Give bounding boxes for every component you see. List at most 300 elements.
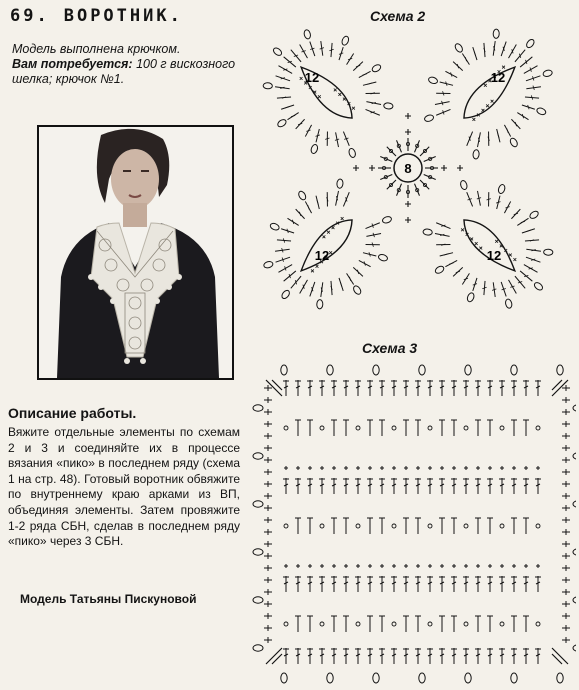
stitch	[475, 518, 481, 534]
side-stitch	[562, 529, 570, 535]
pico	[428, 76, 439, 85]
petal-core	[456, 212, 522, 278]
tall-stitch	[535, 380, 541, 396]
tall-stitch	[463, 648, 469, 664]
connector-cross	[405, 217, 411, 223]
side-stitch	[562, 517, 570, 523]
tall-stitch	[379, 380, 385, 396]
pico	[434, 265, 445, 275]
side-stitch	[264, 481, 272, 487]
stitch	[451, 616, 457, 632]
pico	[253, 405, 263, 411]
chain-stitch	[500, 524, 504, 528]
petal-stitch-bar	[505, 205, 509, 209]
stitch	[307, 420, 313, 436]
pico	[253, 597, 263, 603]
tall-stitch	[283, 648, 289, 664]
stitch	[451, 518, 457, 534]
side-stitch	[264, 421, 272, 427]
schema-3-label: Схема 3	[362, 340, 418, 356]
tall-stitch	[487, 380, 493, 396]
author-credit: Модель Татьяны Пискуновой	[20, 592, 197, 606]
side-stitch	[264, 433, 272, 439]
stitch	[475, 616, 481, 632]
pico	[424, 114, 435, 123]
pico	[544, 249, 553, 255]
sc-cross	[392, 466, 396, 470]
side-stitch	[264, 517, 272, 523]
pico	[269, 222, 280, 231]
tall-stitch	[307, 576, 313, 592]
tall-stitch	[523, 576, 529, 592]
petal	[402, 157, 576, 334]
stitch	[523, 420, 529, 436]
tall-stitch	[487, 648, 493, 664]
petal-stitch-bar	[301, 49, 305, 53]
stitch	[379, 616, 385, 632]
petal-stitch-bar	[510, 285, 514, 289]
side-stitch	[562, 457, 570, 463]
stitch	[295, 518, 301, 534]
tall-stitch	[307, 648, 313, 664]
side-stitch	[562, 421, 570, 427]
tall-stitch	[283, 478, 289, 494]
tall-stitch	[295, 648, 301, 664]
tall-stitch	[295, 576, 301, 592]
petal-stitch-bar	[344, 137, 348, 141]
stitch	[439, 420, 445, 436]
tall-stitch	[499, 478, 505, 494]
chain-stitch	[356, 622, 360, 626]
petal	[252, 22, 414, 181]
sc-cross	[476, 564, 480, 568]
pico	[473, 149, 480, 159]
sc-cross	[296, 466, 300, 470]
pico	[348, 148, 357, 159]
tall-stitch	[295, 478, 301, 494]
chain-stitch	[464, 622, 468, 626]
pico	[497, 184, 506, 195]
pico	[573, 405, 576, 411]
tall-stitch	[415, 648, 421, 664]
work-description: Вяжите отдельные элементы по схемам 2 и 3 и соединяйте их в процессе вязания «пико» в последнем ряду (схема 1 на стр. 48). Готовый воротник обвяжите по внутреннему краю арками из ВП, объединяя элементы. Затем провяжите 1-2 ряда СБН, сделав в последнем ряду «пико» через 3 СБН.	[8, 425, 240, 549]
stitch	[511, 420, 517, 436]
chain-stitch	[536, 524, 540, 528]
sc-cross	[356, 564, 360, 568]
schema-3-stitch-grid	[253, 365, 576, 683]
tall-stitch	[331, 648, 337, 664]
side-stitch	[562, 637, 570, 643]
corner-stitch	[552, 648, 568, 664]
pico	[465, 673, 471, 683]
stitch	[367, 616, 373, 632]
sc-cross	[308, 466, 312, 470]
side-stitch	[264, 637, 272, 643]
stitch	[403, 420, 409, 436]
tall-stitch	[535, 648, 541, 664]
intro-line: Модель выполнена крючком.	[12, 42, 181, 56]
tall-stitch	[403, 380, 409, 396]
tall-stitch	[415, 478, 421, 494]
stitch	[415, 420, 421, 436]
tall-stitch	[319, 648, 325, 664]
petal-stitch-bar	[371, 224, 375, 228]
sc-cross	[380, 564, 384, 568]
center-stitch	[387, 147, 396, 156]
pico	[341, 35, 350, 46]
tall-stitch	[487, 478, 493, 494]
petal-stitch-bar	[468, 197, 472, 201]
schema-3-diagram	[252, 358, 576, 688]
tall-stitch	[523, 478, 529, 494]
tall-stitch	[415, 380, 421, 396]
sc-cross	[464, 564, 468, 568]
pico	[276, 118, 287, 128]
pico	[253, 549, 263, 555]
intro-block	[12, 42, 257, 87]
stitch	[343, 616, 349, 632]
pico	[419, 365, 425, 375]
stitch	[511, 616, 517, 632]
side-stitch	[264, 541, 272, 547]
pattern-number: 69.	[10, 6, 50, 26]
tall-stitch	[391, 576, 397, 592]
pico	[253, 453, 263, 459]
tall-stitch	[427, 478, 433, 494]
petal-core	[293, 59, 359, 125]
tall-stitch	[499, 380, 505, 396]
side-stitch	[264, 397, 272, 403]
petal	[252, 158, 415, 334]
side-stitch	[264, 613, 272, 619]
stitch	[379, 420, 385, 436]
side-stitch	[264, 529, 272, 535]
tall-stitch	[307, 478, 313, 494]
tall-stitch	[451, 380, 457, 396]
chain-stitch	[500, 426, 504, 430]
sc-cross	[536, 564, 540, 568]
pico	[557, 673, 563, 683]
tall-stitch	[463, 478, 469, 494]
tall-stitch	[511, 380, 517, 396]
tall-stitch	[319, 380, 325, 396]
chain-stitch	[536, 426, 540, 430]
chain-stitch	[464, 524, 468, 528]
pico	[281, 365, 287, 375]
tall-stitch	[475, 380, 481, 396]
tall-stitch	[307, 380, 313, 396]
side-stitch	[264, 505, 272, 511]
materials-label: Вам потребуется:	[12, 57, 133, 71]
chain-stitch	[320, 426, 324, 430]
petal	[401, 22, 576, 180]
side-stitch	[264, 577, 272, 583]
tall-stitch	[391, 380, 397, 396]
petal-cross	[310, 268, 316, 274]
tall-stitch	[367, 648, 373, 664]
chain-stitch	[392, 524, 396, 528]
sc-cross	[452, 564, 456, 568]
sc-cross	[332, 564, 336, 568]
side-stitch	[264, 385, 272, 391]
pico	[465, 365, 471, 375]
side-stitch	[264, 589, 272, 595]
side-stitch	[562, 601, 570, 607]
tall-stitch	[475, 576, 481, 592]
stitch	[295, 420, 301, 436]
petal-stitch-bar	[301, 285, 305, 289]
pico	[460, 180, 469, 191]
tall-stitch	[499, 648, 505, 664]
sc-cross	[488, 466, 492, 470]
sc-cross	[368, 564, 372, 568]
side-stitch	[562, 385, 570, 391]
sc-cross	[428, 564, 432, 568]
side-stitch	[562, 397, 570, 403]
stitch	[487, 518, 493, 534]
sc-cross	[452, 466, 456, 470]
sc-cross	[512, 564, 516, 568]
schema-2-petal-number: 12	[314, 248, 330, 263]
model-photo	[37, 125, 234, 380]
pico	[511, 365, 517, 375]
side-stitch	[562, 625, 570, 631]
petal-core	[456, 59, 522, 125]
pico	[509, 137, 519, 148]
materials-line	[12, 57, 257, 87]
side-stitch	[264, 601, 272, 607]
tall-stitch	[439, 380, 445, 396]
stitch	[403, 616, 409, 632]
chain-stitch	[392, 622, 396, 626]
stitch	[343, 518, 349, 534]
tall-stitch	[283, 380, 289, 396]
chain-stitch	[536, 622, 540, 626]
pico	[536, 107, 547, 116]
connector-cross	[457, 165, 463, 171]
stitch	[523, 616, 529, 632]
stitch	[343, 420, 349, 436]
petal-stitch-bar	[283, 266, 287, 270]
tall-stitch	[319, 576, 325, 592]
pico	[573, 549, 576, 555]
pico	[281, 673, 287, 683]
petal-stitch-bar	[449, 261, 453, 265]
tall-stitch	[331, 380, 337, 396]
pico	[525, 38, 535, 49]
pico	[327, 673, 333, 683]
chain-stitch	[320, 524, 324, 528]
tall-stitch	[487, 576, 493, 592]
tall-stitch	[415, 576, 421, 592]
sc-cross	[284, 564, 288, 568]
pico	[336, 179, 343, 189]
side-stitch	[264, 469, 272, 475]
side-stitch	[562, 565, 570, 571]
pico	[263, 261, 273, 269]
pico	[317, 300, 323, 309]
pico	[493, 29, 499, 38]
pico	[423, 229, 433, 236]
materials-text: 100 г вискозного шелка; крючок №1.	[12, 57, 236, 86]
petal-cross	[298, 76, 304, 82]
photo-illustration	[39, 127, 232, 378]
petal-stitch-bar	[510, 49, 514, 53]
tall-stitch	[283, 576, 289, 592]
sc-cross	[404, 564, 408, 568]
pico	[511, 673, 517, 683]
petal-stitch-bar	[283, 67, 287, 71]
side-stitch	[562, 481, 570, 487]
sc-cross	[524, 466, 528, 470]
tall-stitch	[343, 576, 349, 592]
side-stitch	[264, 409, 272, 415]
tall-stitch	[439, 648, 445, 664]
chain-stitch	[320, 622, 324, 626]
chain-stitch	[392, 426, 396, 430]
tall-stitch	[427, 576, 433, 592]
sc-cross	[500, 466, 504, 470]
sc-cross	[320, 564, 324, 568]
pico	[557, 365, 563, 375]
tall-stitch	[427, 380, 433, 396]
pico	[454, 42, 464, 53]
connector-cross	[441, 165, 447, 171]
pico	[297, 190, 307, 201]
tall-stitch	[463, 380, 469, 396]
stitch	[415, 518, 421, 534]
chain-stitch	[356, 524, 360, 528]
side-stitch	[562, 433, 570, 439]
petal-stitch-bar	[449, 72, 453, 76]
schema-2-petal-number: 12	[486, 248, 502, 263]
side-stitch	[562, 469, 570, 475]
pico	[573, 453, 576, 459]
side-stitch	[562, 577, 570, 583]
sc-cross	[440, 564, 444, 568]
sc-cross	[356, 466, 360, 470]
center-stitch	[420, 180, 429, 189]
pico	[272, 46, 283, 56]
side-stitch	[562, 553, 570, 559]
pico	[253, 645, 263, 651]
connector-cross	[405, 201, 411, 207]
schema-2-petal-number: 12	[490, 70, 506, 85]
sc-cross	[344, 564, 348, 568]
stitch	[403, 518, 409, 534]
sc-cross	[404, 466, 408, 470]
side-stitch	[264, 553, 272, 559]
sc-cross	[524, 564, 528, 568]
schema-2-center-number: 8	[404, 161, 412, 176]
sc-cross	[296, 564, 300, 568]
tall-stitch	[355, 380, 361, 396]
tall-stitch	[355, 648, 361, 664]
tall-stitch	[535, 576, 541, 592]
petal-core	[293, 212, 359, 278]
pico	[373, 673, 379, 683]
tall-stitch	[367, 478, 373, 494]
tall-stitch	[475, 478, 481, 494]
tall-stitch	[355, 576, 361, 592]
sc-cross	[284, 466, 288, 470]
tall-stitch	[379, 576, 385, 592]
tall-stitch	[511, 648, 517, 664]
stitch	[307, 616, 313, 632]
petal-stitch-bar	[363, 261, 367, 265]
schema-2-petal-number: 12	[304, 70, 320, 85]
sc-cross	[308, 564, 312, 568]
pico	[542, 69, 552, 77]
petal-stitch-bar	[371, 110, 375, 114]
pico	[352, 285, 362, 296]
stitch	[487, 420, 493, 436]
tall-stitch	[451, 648, 457, 664]
pico	[371, 63, 382, 73]
tall-stitch	[391, 478, 397, 494]
tall-stitch	[511, 478, 517, 494]
pico	[263, 83, 272, 89]
stitch	[331, 420, 337, 436]
stitch	[511, 518, 517, 534]
pico	[383, 102, 393, 109]
petal-stitch-bar	[529, 266, 533, 270]
stitch	[367, 420, 373, 436]
pico	[573, 597, 576, 603]
chain-stitch	[428, 426, 432, 430]
tall-stitch	[331, 478, 337, 494]
petal-stitch-bar	[441, 110, 445, 114]
work-heading: Описание работы.	[8, 405, 137, 421]
tall-stitch	[451, 478, 457, 494]
sc-cross	[368, 466, 372, 470]
sc-cross	[536, 466, 540, 470]
tall-stitch	[367, 576, 373, 592]
side-stitch	[264, 625, 272, 631]
tall-stitch	[295, 380, 301, 396]
tall-stitch	[355, 478, 361, 494]
chain-stitch	[464, 426, 468, 430]
tall-stitch	[403, 478, 409, 494]
petal-stitch-bar	[468, 137, 472, 141]
sc-cross	[392, 564, 396, 568]
sc-cross	[416, 466, 420, 470]
tall-stitch	[439, 576, 445, 592]
stitch	[415, 616, 421, 632]
pico	[327, 365, 333, 375]
tall-stitch	[343, 380, 349, 396]
corner-stitch	[266, 648, 282, 664]
side-stitch	[264, 493, 272, 499]
tall-stitch	[403, 648, 409, 664]
side-stitch	[562, 589, 570, 595]
center-stitch	[420, 147, 429, 156]
side-stitch	[562, 493, 570, 499]
tall-stitch	[511, 576, 517, 592]
pico	[303, 29, 311, 39]
chain-stitch	[284, 622, 288, 626]
tall-stitch	[403, 576, 409, 592]
stitch	[331, 518, 337, 534]
connector-cross	[405, 113, 411, 119]
pattern-title: ВОРОТНИК.	[63, 6, 183, 26]
pico	[419, 673, 425, 683]
tall-stitch	[367, 380, 373, 396]
stitch	[475, 420, 481, 436]
pico	[573, 501, 576, 507]
petal-cross	[512, 257, 518, 263]
side-stitch	[562, 409, 570, 415]
